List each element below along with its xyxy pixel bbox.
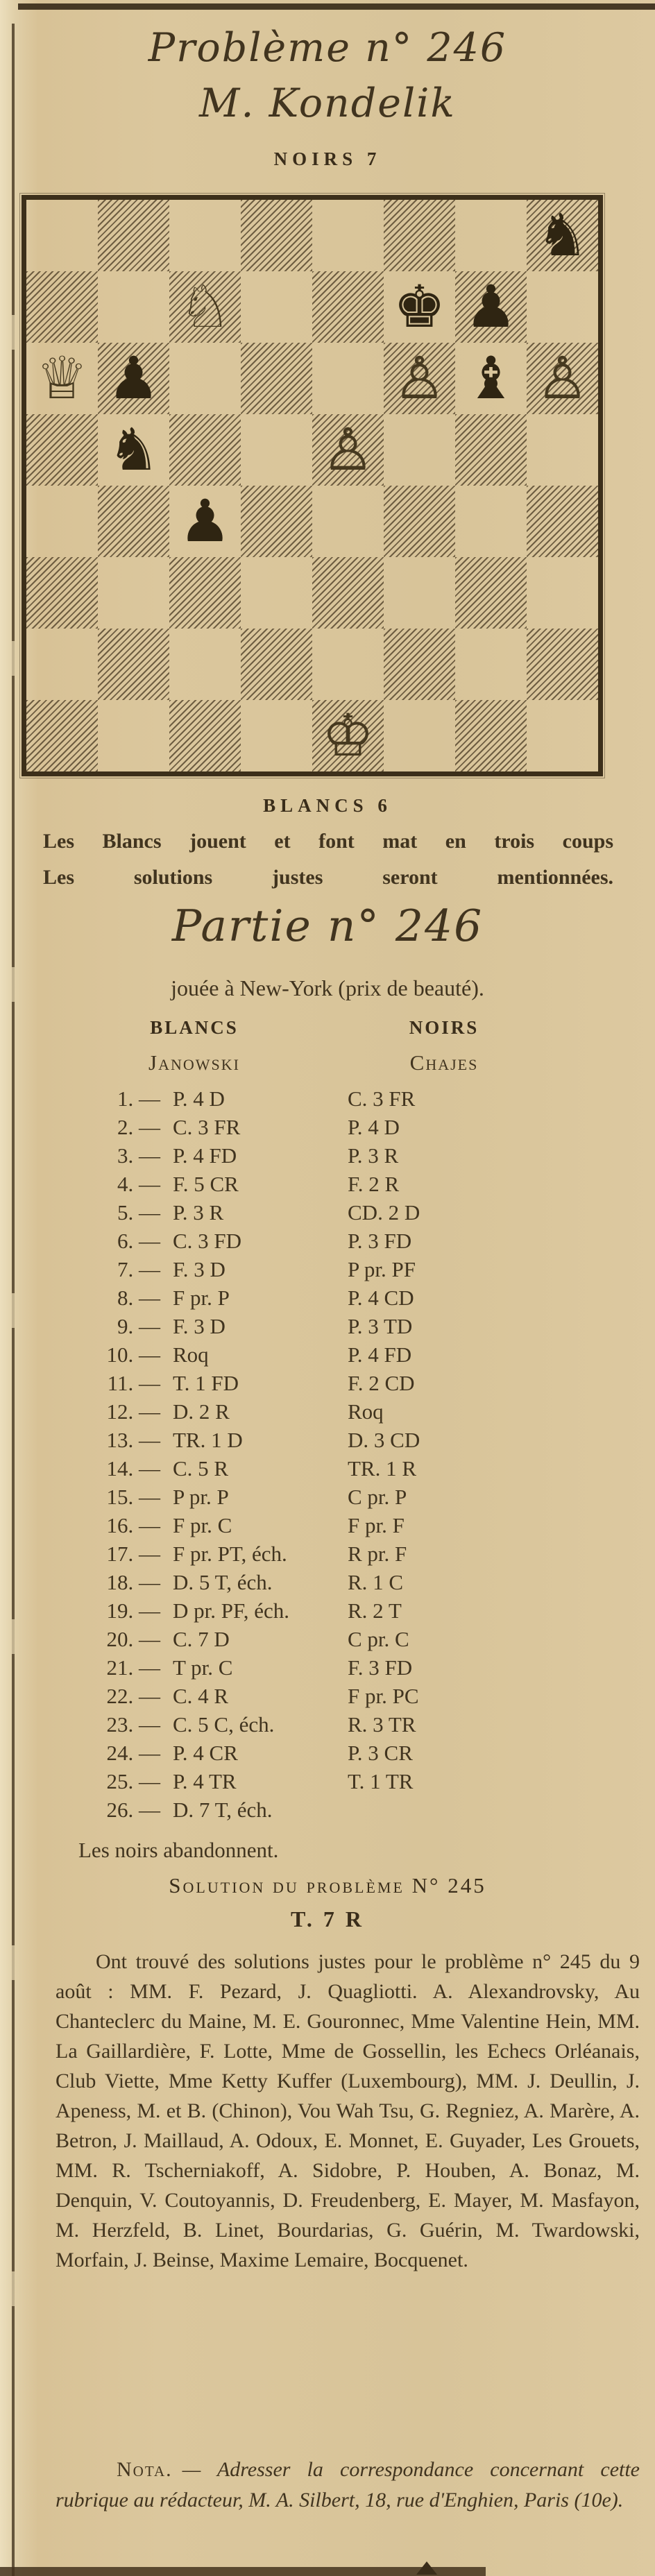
move-number: 19. — <box>106 1598 160 1623</box>
move-number: 17. — <box>106 1542 160 1566</box>
white-move: C. 7 D <box>173 1627 230 1651</box>
square-b5 <box>98 414 169 486</box>
black-move: F pr. F <box>348 1513 405 1537</box>
square-a3 <box>26 557 98 629</box>
black-move: P. 3 TD <box>348 1314 413 1338</box>
move-row <box>0 1542 655 1570</box>
square-a7 <box>26 271 98 343</box>
square-h8 <box>527 200 598 271</box>
white-move: P. 4 TR <box>173 1769 237 1793</box>
move-number: 18. — <box>106 1570 160 1594</box>
nota-text: — Adresser la correspondance concernant cette rubrique au rédacteur, M. A. Silbert, 18, rue d'Enghien, Paris (10e). <box>56 2458 640 2511</box>
black-move: T. 1 TR <box>348 1769 414 1793</box>
black-move: F. 2 R <box>348 1172 400 1196</box>
square-h7 <box>527 271 598 343</box>
chess-board <box>22 195 603 776</box>
solution-key-move: T. 7 R <box>290 1907 365 1931</box>
move-row <box>0 1485 655 1513</box>
white-pawn-piece: ♙ <box>393 344 446 412</box>
black-move: P. 4 FD <box>348 1342 412 1367</box>
move-row <box>0 1314 655 1342</box>
next-article-rule <box>0 2567 486 2576</box>
square-d4 <box>241 486 312 557</box>
solvers-paragraph: Ont trouvé des solutions justes pour le problème n° 245 du 9 août : MM. F. Pezard, J. Quagliotti. A. Alexandrovsky, Au Chanteclerc du Maine, M. E. Gouronnec, Mme Valentine Hein, MM. La Gaillardière, F. Lotte, Mme de Gossellin, les Echecs Orléanais, Club Viette, Mme Ketty Kuffer (Luxembourg), MM. J. Deullin, J. Apeness, M. et B. (Chinon), Vou Wah Tsu, G. Regniez, A. Marère, A. Betron, J. Maillaud, A. Odoux, E. Monnet, E. Guyader, Les Grouets, MM. R. Tscherniakoff, A. Sidobre, P. Houben, A. Bonaz, M. Denquin, V. Coutoyannis, D. Freudenberg, E. Mayer, M. Masfayon, M. Herzfeld, B. Linet, Bourdarias, G. Guérin, M. Twardowski, Morfain, J. Beinse, Maxime Lemaire, Bocquenet. <box>56 1950 640 2271</box>
square-e7 <box>312 271 384 343</box>
move-row <box>0 1143 655 1172</box>
problem-title: Problème n° 246 <box>148 25 507 71</box>
black-count-label: NOIRS 7 <box>273 148 382 169</box>
square-a2 <box>26 629 98 700</box>
game-result: Les noirs abandonnent. <box>78 1838 279 1862</box>
square-f6 <box>384 343 455 414</box>
black-move: C pr. C <box>348 1627 409 1651</box>
white-move: C. 5 R <box>173 1456 229 1481</box>
square-e3 <box>312 557 384 629</box>
black-pawn-piece: ♟ <box>178 487 232 555</box>
square-e5 <box>312 414 384 486</box>
solution-heading: Solution du problème N° 245 <box>169 1873 486 1897</box>
game-heading: Partie n° 246 <box>171 901 484 951</box>
white-move: F pr. P <box>173 1286 230 1310</box>
move-number: 7. — <box>117 1257 160 1281</box>
move-row <box>0 1342 655 1371</box>
square-b1 <box>98 700 169 771</box>
black-move: D. 3 CD <box>348 1428 420 1452</box>
black-pawn-piece: ♟ <box>464 273 518 341</box>
square-d8 <box>241 200 312 271</box>
white-move: D. 2 R <box>173 1399 230 1424</box>
move-number: 21. — <box>106 1655 160 1680</box>
square-c8 <box>169 200 241 271</box>
article-top-rule <box>18 3 655 10</box>
move-row <box>0 1598 655 1627</box>
white-move: C. 5 C, éch. <box>173 1712 275 1737</box>
square-b6 <box>98 343 169 414</box>
move-row <box>0 1257 655 1286</box>
white-move: F. 3 D <box>173 1257 226 1281</box>
move-number: 6. — <box>117 1229 160 1253</box>
white-move: TR. 1 D <box>173 1428 243 1452</box>
white-move: T. 1 FD <box>173 1371 239 1395</box>
move-number: 2. — <box>117 1115 160 1139</box>
square-b7 <box>98 271 169 343</box>
square-d3 <box>241 557 312 629</box>
square-b3 <box>98 557 169 629</box>
move-number: 3. — <box>117 1143 160 1168</box>
black-move: C pr. P <box>348 1485 407 1509</box>
move-list <box>0 1086 655 1826</box>
move-number: 5. — <box>117 1200 160 1225</box>
black-move: C. 3 FR <box>348 1086 416 1111</box>
square-a1 <box>26 700 98 771</box>
white-move: P. 4 CR <box>173 1741 238 1765</box>
square-h4 <box>527 486 598 557</box>
white-move: F pr. PT, éch. <box>173 1542 287 1566</box>
square-f2 <box>384 629 455 700</box>
square-g7 <box>455 271 527 343</box>
black-move: F. 2 CD <box>348 1371 415 1395</box>
move-row <box>0 1399 655 1428</box>
square-a6 <box>26 343 98 414</box>
move-row <box>0 1741 655 1769</box>
move-row <box>0 1513 655 1542</box>
square-g6 <box>455 343 527 414</box>
square-c7 <box>169 271 241 343</box>
black-move: F. 3 FD <box>348 1655 413 1680</box>
white-player-name: Janowski <box>148 1050 240 1075</box>
white-move: D. 7 T, éch. <box>173 1798 273 1822</box>
white-move: F. 5 CR <box>173 1172 239 1196</box>
square-b2 <box>98 629 169 700</box>
white-move: T pr. C <box>173 1655 233 1680</box>
white-king-piece: ♔ <box>321 701 375 769</box>
square-d2 <box>241 629 312 700</box>
black-move: P. 3 FD <box>348 1229 412 1253</box>
square-g2 <box>455 629 527 700</box>
square-a5 <box>26 414 98 486</box>
move-row <box>0 1712 655 1741</box>
square-f4 <box>384 486 455 557</box>
square-g1 <box>455 700 527 771</box>
move-row <box>0 1798 655 1826</box>
square-e6 <box>312 343 384 414</box>
move-number: 12. — <box>106 1399 160 1424</box>
white-pawn-piece: ♙ <box>536 344 589 412</box>
move-number: 13. — <box>106 1428 160 1452</box>
black-move: R. 2 T <box>348 1598 402 1623</box>
move-row <box>0 1570 655 1598</box>
black-knight-piece: ♞ <box>536 201 589 269</box>
square-c1 <box>169 700 241 771</box>
move-row <box>0 1172 655 1200</box>
black-move: R pr. F <box>348 1542 407 1566</box>
move-number: 1. — <box>117 1086 160 1111</box>
move-number: 15. — <box>106 1485 160 1509</box>
black-bishop-piece: ♝ <box>464 344 518 412</box>
move-row <box>0 1769 655 1798</box>
square-g8 <box>455 200 527 271</box>
square-h1 <box>527 700 598 771</box>
white-move: P. 4 D <box>173 1086 225 1111</box>
move-row <box>0 1200 655 1229</box>
square-c2 <box>169 629 241 700</box>
black-move: CD. 2 D <box>348 1200 420 1225</box>
square-e2 <box>312 629 384 700</box>
move-number: 22. — <box>106 1684 160 1708</box>
white-column-header: BLANCS <box>150 1017 239 1038</box>
move-number: 8. — <box>117 1286 160 1310</box>
move-number: 20. — <box>106 1627 160 1651</box>
black-move: Roq <box>348 1399 384 1424</box>
move-number: 23. — <box>106 1712 160 1737</box>
move-number: 4. — <box>117 1172 160 1196</box>
white-pawn-piece: ♙ <box>321 416 375 484</box>
square-a4 <box>26 486 98 557</box>
black-move: TR. 1 R <box>348 1456 417 1481</box>
black-move: R. 1 C <box>348 1570 404 1594</box>
move-row <box>0 1229 655 1257</box>
square-h5 <box>527 414 598 486</box>
move-number: 26. — <box>106 1798 160 1822</box>
black-move: F pr. PC <box>348 1684 419 1708</box>
problem-stipulation: Les Blancs jouent et font mat en trois coups <box>43 830 613 853</box>
move-number: 11. — <box>107 1371 160 1395</box>
square-b8 <box>98 200 169 271</box>
square-d5 <box>241 414 312 486</box>
square-f5 <box>384 414 455 486</box>
move-number: 9. — <box>117 1314 160 1338</box>
problem-note: Les solutions justes seront mentionnées. <box>43 866 613 889</box>
white-move: D pr. PF, éch. <box>173 1598 290 1623</box>
square-f7 <box>384 271 455 343</box>
white-move: C. 3 FD <box>173 1229 242 1253</box>
square-f8 <box>384 200 455 271</box>
square-f3 <box>384 557 455 629</box>
square-e4 <box>312 486 384 557</box>
move-number: 16. — <box>106 1513 160 1537</box>
white-queen-piece: ♕ <box>35 344 89 412</box>
white-count-label: BLANCS 6 <box>263 795 392 816</box>
black-column-header: NOIRS <box>409 1017 479 1038</box>
move-row <box>0 1371 655 1399</box>
black-move: P pr. PF <box>348 1257 416 1281</box>
black-move: R. 3 TR <box>348 1712 416 1737</box>
white-knight-piece: ♘ <box>178 273 232 341</box>
black-move: P. 3 CR <box>348 1741 413 1765</box>
black-player-name: Chajes <box>409 1050 479 1075</box>
square-d6 <box>241 343 312 414</box>
white-move: P. 3 R <box>173 1200 224 1225</box>
square-h6 <box>527 343 598 414</box>
move-row <box>0 1684 655 1712</box>
next-article-ornament <box>416 2561 437 2575</box>
game-venue: jouée à New-York (prix de beauté). <box>171 975 484 1000</box>
black-move: P. 4 D <box>348 1115 400 1139</box>
move-row <box>0 1286 655 1314</box>
black-knight-piece: ♞ <box>107 416 160 484</box>
square-h2 <box>527 629 598 700</box>
move-number: 25. — <box>106 1769 160 1793</box>
white-move: P pr. P <box>173 1485 229 1509</box>
black-king-piece: ♚ <box>393 273 446 341</box>
square-g4 <box>455 486 527 557</box>
square-a8 <box>26 200 98 271</box>
square-g3 <box>455 557 527 629</box>
move-row <box>0 1086 655 1115</box>
square-e1 <box>312 700 384 771</box>
white-move: P. 4 FD <box>173 1143 237 1168</box>
move-row <box>0 1115 655 1143</box>
square-b4 <box>98 486 169 557</box>
black-move: P. 4 CD <box>348 1286 414 1310</box>
white-move: D. 5 T, éch. <box>173 1570 273 1594</box>
move-row <box>0 1456 655 1485</box>
nota-label: Nota. <box>117 2458 173 2481</box>
square-e8 <box>312 200 384 271</box>
square-c6 <box>169 343 241 414</box>
white-move: C. 3 FR <box>173 1115 241 1139</box>
square-d7 <box>241 271 312 343</box>
problem-author: M. Kondelik <box>199 80 456 126</box>
square-c3 <box>169 557 241 629</box>
square-c4 <box>169 486 241 557</box>
square-g5 <box>455 414 527 486</box>
move-number: 10. — <box>106 1342 160 1367</box>
square-c5 <box>169 414 241 486</box>
move-row <box>0 1428 655 1456</box>
nota-paragraph <box>56 2455 640 2516</box>
square-h3 <box>527 557 598 629</box>
square-f1 <box>384 700 455 771</box>
black-pawn-piece: ♟ <box>107 344 160 412</box>
black-move: P. 3 R <box>348 1143 399 1168</box>
white-move: F. 3 D <box>173 1314 226 1338</box>
move-row <box>0 1655 655 1684</box>
white-move: F pr. C <box>173 1513 232 1537</box>
move-row <box>0 1627 655 1655</box>
white-move: C. 4 R <box>173 1684 229 1708</box>
move-number: 24. — <box>106 1741 160 1765</box>
square-d1 <box>241 700 312 771</box>
move-number: 14. — <box>106 1456 160 1481</box>
white-move: Roq <box>173 1342 209 1367</box>
